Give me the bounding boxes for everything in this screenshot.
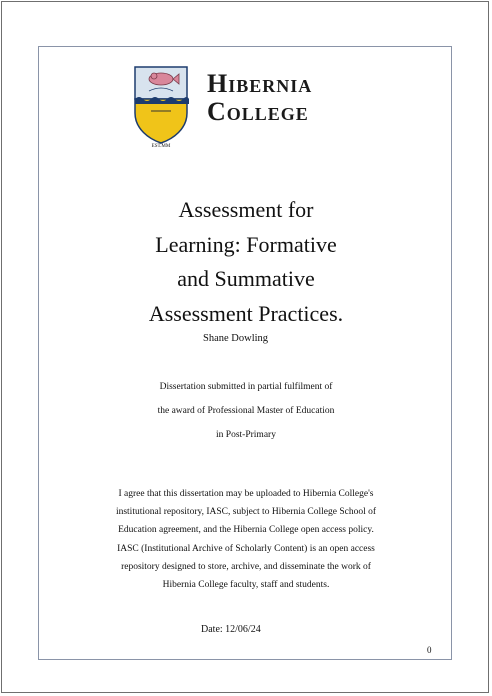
submission-statement <box>0 375 492 447</box>
agreement-line: I agree that this dissertation may be uploaded to Hibernia College's <box>118 489 374 499</box>
dissertation-title <box>0 193 492 331</box>
author-name: Shane Dowling <box>203 333 269 344</box>
crest-shield-bottom <box>135 99 187 143</box>
statement-line: the award of Professional Master of Education <box>157 406 335 416</box>
repository-agreement <box>0 485 492 594</box>
agreement-line: repository designed to store, archive, and disseminate the work of <box>121 561 371 572</box>
title-line: and Summative <box>177 266 315 291</box>
agreement-line: Education agreement, and the Hibernia College open access policy. <box>118 525 374 536</box>
brand-wordmark <box>207 70 312 126</box>
statement-line: in Post-Primary <box>216 430 276 440</box>
brand-line-1: Hibernia <box>207 69 313 98</box>
statement-line: Dissertation submitted in partial fulfilment of <box>159 382 333 392</box>
brand-line-2: College <box>207 97 309 126</box>
submission-date: Date: 12/06/24 <box>201 624 261 635</box>
title-line: Assessment for <box>178 197 314 222</box>
agreement-line: institutional repository, IASC, subject to Hibernia College School of <box>115 507 377 518</box>
title-line: Assessment Practices. <box>148 300 344 326</box>
page-number: 0 <box>427 645 432 655</box>
crest-caption: EST.MM <box>151 144 171 149</box>
agreement-line: Hibernia College faculty, staff and students. <box>162 580 330 591</box>
agreement-line: IASC (Institutional Archive of Scholarly Content) is an open access <box>117 543 375 554</box>
hibernia-crest-logo <box>133 65 189 149</box>
title-line: Learning: Formative <box>155 231 337 257</box>
